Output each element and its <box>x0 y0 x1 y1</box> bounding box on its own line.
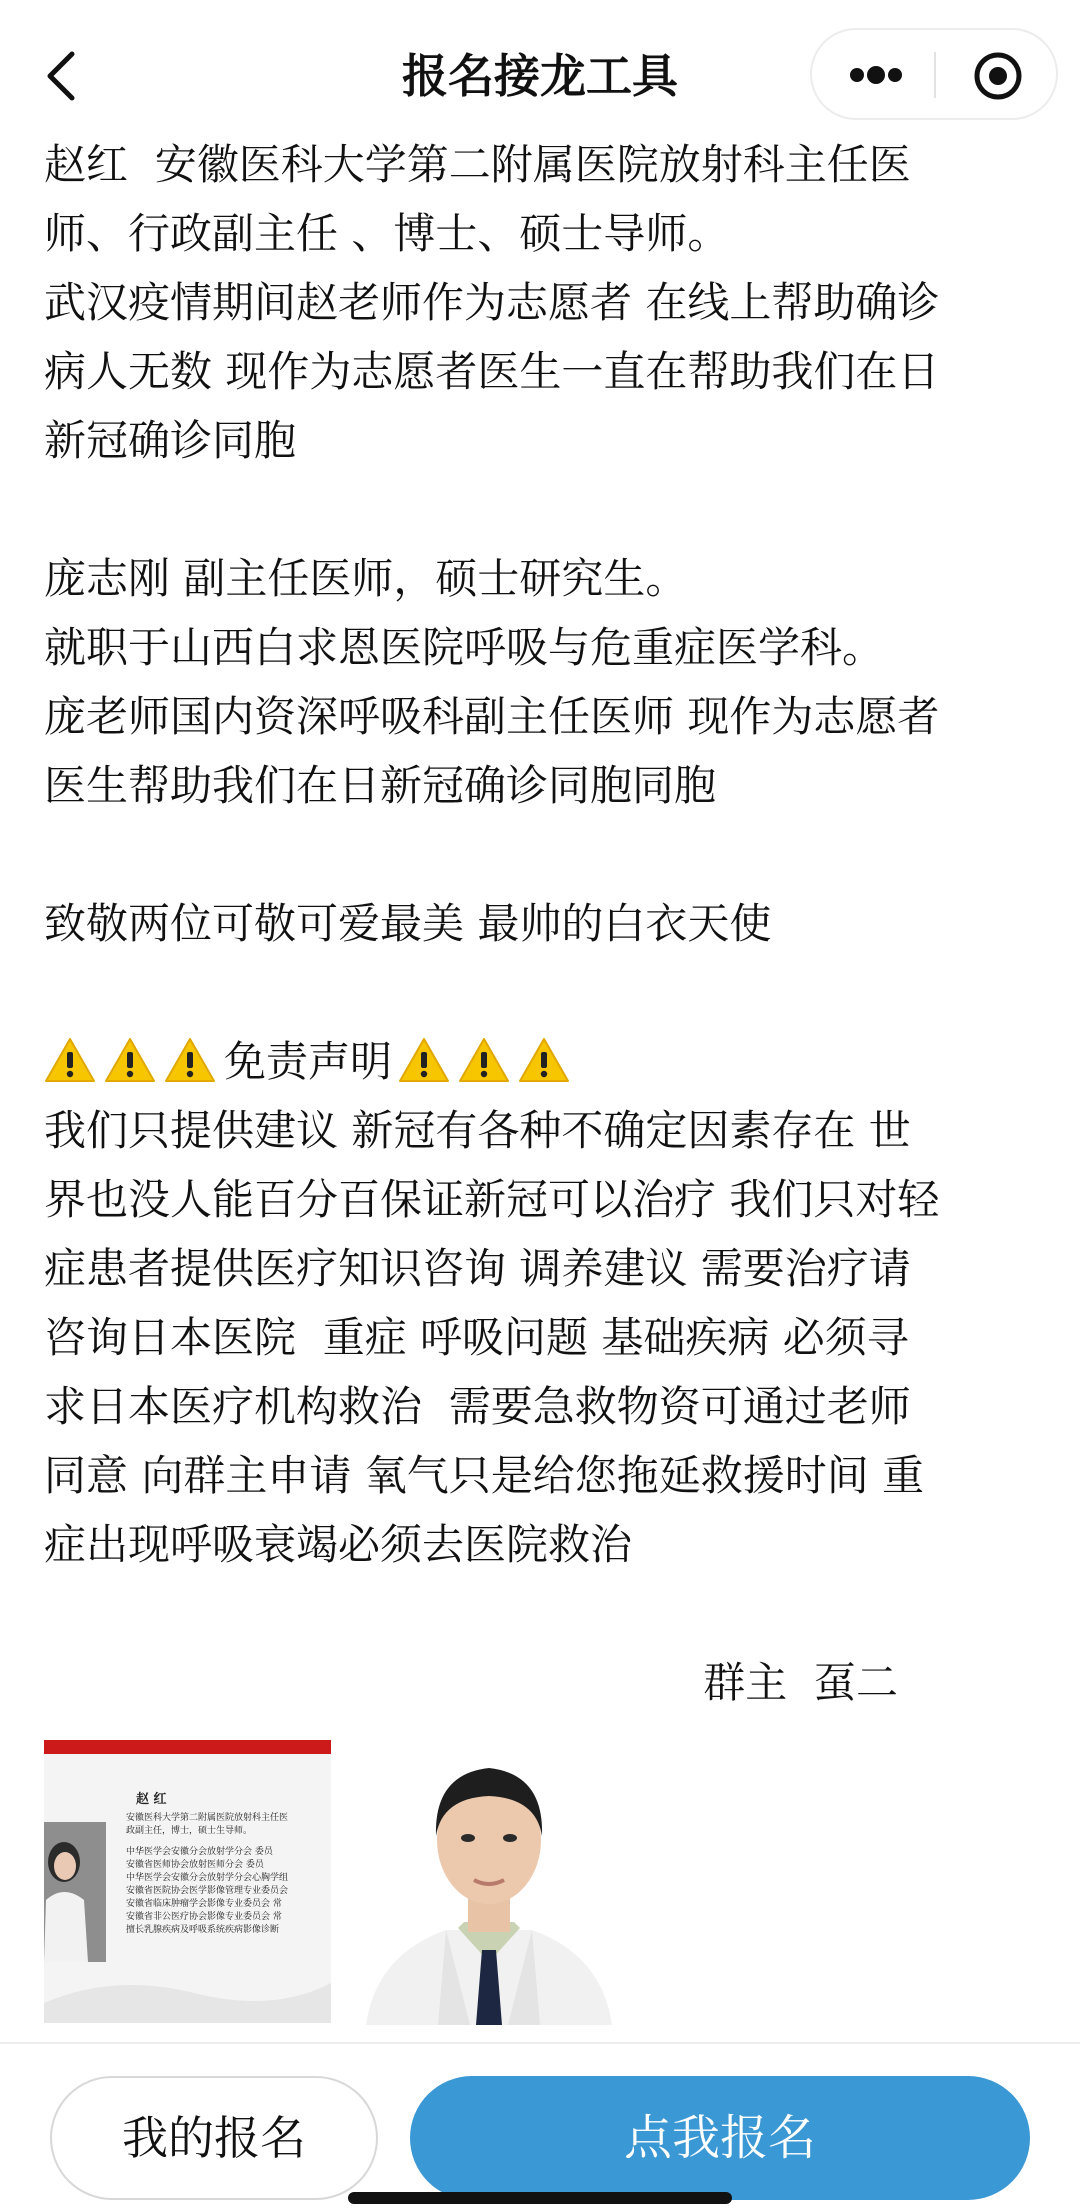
text-line: 师、行政副主任 、博士、硕士导师。 <box>44 209 730 258</box>
doctor-portrait-image[interactable] <box>346 1740 632 2025</box>
article-content <box>44 130 1044 1717</box>
blank-line <box>44 820 1044 889</box>
warning-triangle-icon <box>518 1035 570 1083</box>
bottom-action-bar <box>0 2042 1080 2209</box>
more-dots-icon[interactable] <box>848 60 904 90</box>
profile-text: 安徽省医院协会医学影像管理专业委员会 <box>126 1886 289 1896</box>
warning-triangle-icon <box>44 1035 96 1083</box>
blank-line <box>44 1579 1044 1648</box>
text-line: 我们只提供建议 新冠有各种不确定因素存在 世 <box>44 1106 911 1155</box>
page-title: 报名接龙工具 <box>402 49 678 103</box>
profile-text: 安徽省医师协会放射医师分会 委员 <box>126 1860 264 1870</box>
blank-line <box>44 475 1044 544</box>
warning-triangle-icon <box>164 1035 216 1083</box>
warning-triangle-icon <box>398 1035 450 1083</box>
profile-text: 安徽省临床肿瘤学会影像专业委员会 常 <box>126 1899 282 1909</box>
profile-text: 中华医学会安徽分会放射学分会心胸学组 <box>126 1873 289 1883</box>
text-line: 赵红 安徽医科大学第二附属医院放射科主任医 <box>44 140 911 189</box>
text-line: 就职于山西白求恩医院呼吸与危重症医学科。 <box>44 623 885 672</box>
text-line: 庞老师国内资深呼吸科副主任医师 现作为志愿者 <box>44 692 940 741</box>
decorative-wave <box>44 1963 331 2023</box>
text-line: 医生帮助我们在日新冠确诊同胞同胞 <box>44 761 717 810</box>
text-line: 咨询日本医院 重症 呼吸问题 基础疾病 必须寻 <box>44 1313 909 1362</box>
profile-text: 安徽医科大学第二附属医院放射科主任医 <box>126 1813 289 1823</box>
capsule-divider <box>934 52 936 98</box>
profile-text: 政副主任，博士，硕士生导师。 <box>126 1826 253 1836</box>
navigation-bar <box>0 0 1080 150</box>
profile-text: 中华医学会安徽分会放射学分会 委员 <box>126 1847 273 1857</box>
warning-triangle-icon <box>458 1035 510 1083</box>
text-line: 症患者提供医疗知识咨询 调养建议 需要治疗请 <box>44 1244 911 1293</box>
profile-text: 安徽省非公医疗协会影像专业委员会 常 <box>126 1912 282 1922</box>
doctor-portrait-small <box>44 1822 106 1962</box>
text-line: 症出现呼吸衰竭必须去医院救治 <box>44 1520 633 1569</box>
home-indicator[interactable] <box>348 2192 732 2204</box>
my-signup-button[interactable]: 我的报名 <box>50 2076 378 2200</box>
target-close-icon[interactable] <box>972 50 1024 102</box>
text-line: 致敬两位可敬可爱最美 最帅的白衣天使 <box>44 899 772 948</box>
text-line: 界也没人能百分百保证新冠可以治疗 我们只对轻 <box>44 1175 940 1224</box>
text-line: 病人无数 现作为志愿者医生一直在帮助我们在日 <box>44 347 940 396</box>
warning-triangle-icon <box>104 1035 156 1083</box>
mini-program-capsule <box>810 28 1058 120</box>
signup-button[interactable]: 点我报名 <box>410 2076 1030 2200</box>
disclaimer-title: 免责声明 <box>224 1037 393 1086</box>
profile-text: 擅长乳腺疾病及呼吸系统疾病影像诊断 <box>126 1925 280 1935</box>
text-line: 求日本医疗机构救治 需要急救物资可通过老师 <box>44 1382 911 1431</box>
text-line: 同意 向群主申请 氧气只是给您拖延救援时间 重 <box>44 1451 925 1500</box>
text-line: 新冠确诊同胞 <box>44 416 297 465</box>
blank-line <box>44 958 1044 1027</box>
text-line: 庞志刚 副主任医师，硕士研究生。 <box>44 554 688 603</box>
disclaimer-heading <box>44 1027 1044 1096</box>
signature: 群主 虿二 <box>703 1658 898 1707</box>
text-line: 武汉疫情期间赵老师作为志愿者 在线上帮助确诊 <box>44 278 940 327</box>
profile-name: 赵 红 <box>136 1792 167 1807</box>
doctor-profile-image[interactable] <box>44 1740 331 2023</box>
